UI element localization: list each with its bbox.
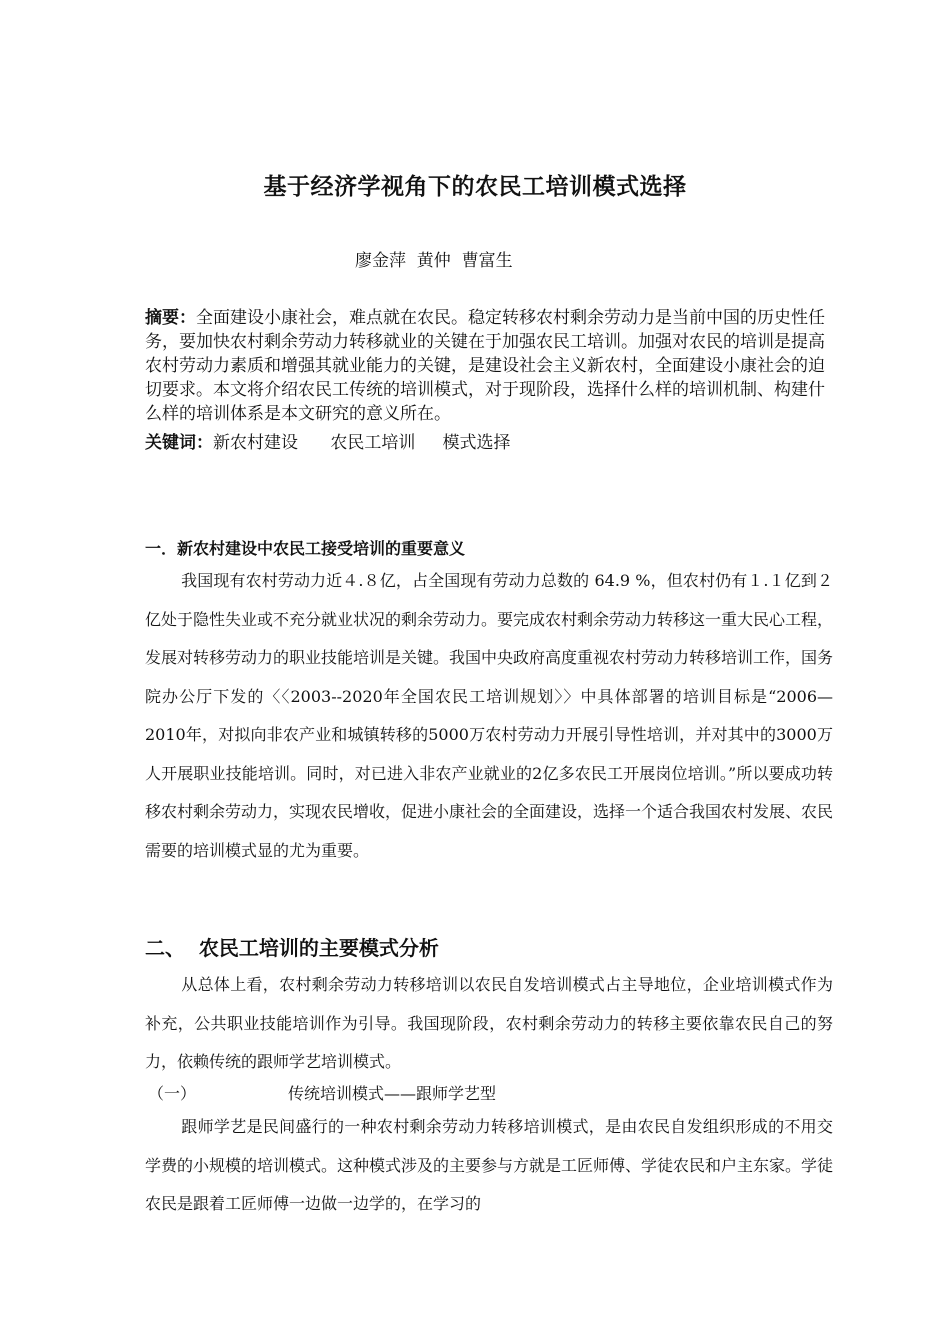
section-1-paragraph xyxy=(145,562,833,870)
abstract xyxy=(145,306,825,426)
paper-title: 基于经济学视角下的农民工培训模式选择 xyxy=(263,174,687,200)
subsection-heading xyxy=(148,1081,496,1104)
abstract-text: 全面建设小康社会，难点就在农民。稳定转移农村剩余劳动力是当前中国的历史性任务，要加快农村剩余劳动力转移就业的关键在于加强农民工培训。加强对农民的培训是提高农村劳动力素质和增强其就业能力的关键，是建设社会主义新农村，全面建设小康社会的迫切要求。本文将介绍农民工传统的培训模式，对于现阶段，选择什么样的培训机制、构建什么样的培训体系是本文研究的意义所在。 xyxy=(145,308,825,424)
subsection-paragraph xyxy=(145,1108,833,1224)
keywords-text: 新农村建设 农民工培训 模式选择 xyxy=(213,433,511,453)
author-list: 廖金萍 黄仲 曹富生 xyxy=(355,251,513,271)
subsection-title: 传统培训模式——跟师学艺型 xyxy=(288,1084,497,1103)
keywords-label: 关键词： xyxy=(145,433,213,453)
keywords xyxy=(145,428,510,453)
section-2-paragraph xyxy=(145,966,833,1082)
abstract-label: 摘要： xyxy=(145,308,196,328)
section-1-heading: 一．新农村建设中农民工接受培训的重要意义 xyxy=(145,539,466,558)
section-1-text: 我国现有农村劳动力近４.８亿，占全国现有劳动力总数的 64.9 %，但农村仍有１.１亿到２亿处于隐性失业或不充分就业状况的剩余劳动力。要完成农村剩余劳动力转移这一重大民心工程，发展对转移劳动力的职业技能培训是关键。我国中央政府高度重视农村劳动力转移培训工作，国务院办公厅下发的〈〈2003--2020年全国农民工培训规划〉〉中具体部署的培训目标是“2006—2010年，对拟向非农产业和城镇转移的5000万农村劳动力开展引导性培训，并对其中的3000万人开展职业技能培训。同时，对已进入非农产业就业的2亿多农民工开展岗位培训。”所以要成功转移农村剩余劳动力，实现农民增收，促进小康社会的全面建设，选择一个适合我国农村发展、农民需要的培训模式显的尤为重要。 xyxy=(145,571,834,860)
section-2-text: 从总体上看，农村剩余劳动力转移培训以农民自发培训模式占主导地位，企业培训模式作为补充，公共职业技能培训作为引导。我国现阶段，农村剩余劳动力的转移主要依靠农民自己的努力，依赖传统的跟师学艺培训模式。 xyxy=(145,975,833,1071)
subsection-text: 跟师学艺是民间盛行的一种农村剩余劳动力转移培训模式，是由农民自发组织形成的不用交学费的小规模的培训模式。这种模式涉及的主要参与方就是工匠师傅、学徒农民和户主东家。学徒农民是跟着工匠师傅一边做一边学的，在学习的 xyxy=(145,1117,834,1213)
section-2-heading: 二、 农民工培训的主要模式分析 xyxy=(145,936,439,960)
subsection-number: （一） xyxy=(148,1084,197,1103)
